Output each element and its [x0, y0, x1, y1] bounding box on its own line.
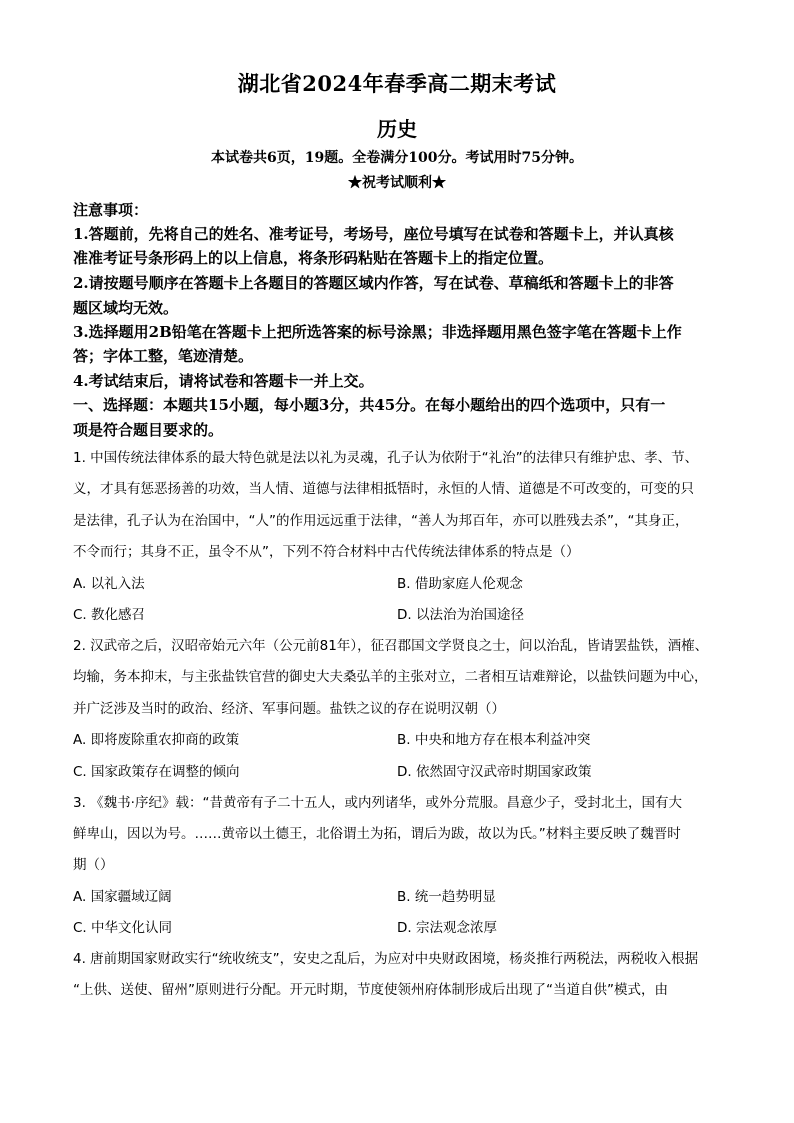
- question-2-option-a: A. 即将废除重农抑商的政策: [73, 732, 240, 748]
- notes-line: 3.选择题用2B铅笔在答题卡上把所选答案的标号涂黑；非选择题用黑色签字笔在答题卡上作: [73, 323, 682, 341]
- question-1-option-a: A. 以礼入法: [73, 576, 145, 592]
- question-2-option-d: D. 依然固守汉武帝时期国家政策: [397, 764, 592, 780]
- notes-line: 2.请按题号顺序在答题卡上各题目的答题区域内作答，写在试卷、草稿纸和答题卡上的非答: [73, 274, 674, 292]
- section-heading: 项是符合题目要求的。: [73, 421, 224, 439]
- question-1-text: 1. 中国传统法律体系的最大特色就是法以礼为灵魂，孔子认为依附于“礼治”的法律只有维护忠、孝、节、: [73, 450, 699, 466]
- question-3-option-c: C. 中华文化认同: [73, 920, 173, 936]
- question-1-option-c: C. 教化感召: [73, 607, 146, 623]
- question-3-option-a: A. 国家疆域辽阔: [73, 889, 172, 905]
- exam-subject: 历史: [377, 117, 417, 141]
- notes-line: 1.答题前，先将自己的姓名、准考证号，考场号，座位号填写在试卷和答题卡上，并认真核: [73, 225, 674, 243]
- notes-line: 答；字体工整，笔迹清楚。: [73, 347, 254, 365]
- exam-title: 湖北省2024年春季高二期末考试: [237, 71, 557, 96]
- question-1-option-b: B. 借助家庭人伦观念: [397, 576, 523, 592]
- exam-wish: ★祝考试顺利★: [348, 175, 446, 191]
- question-1-option-d: D. 以法治为治国途径: [397, 607, 524, 623]
- question-1-text: 不令而行；其身不正，虽令不从”，下列不符合材料中古代传统法律体系的特点是（）: [73, 544, 580, 560]
- question-3-text: 鲜卑山，因以为号。……黄帝以土德王，北俗谓土为拓，谓后为跋，故以为氏。”材料主要反映了魏晋时: [73, 826, 681, 842]
- question-1-text: 义，才具有惩恶扬善的功效，当人情、道德与法律相抵牾时，永恒的人情、道德是不可改变的，可变的只: [73, 481, 694, 497]
- question-3-text: 期（）: [73, 857, 114, 873]
- notes-line: 准准考证号条形码上的以上信息，将条形码粘贴在答题卡上的指定位置。: [73, 249, 554, 267]
- question-3-option-b: B. 统一趋势明显: [397, 889, 496, 905]
- question-1-text: 是法律，孔子认为在治国中，“人”的作用远远重于法律，“善人为邦百年，亦可以胜残去杀”，“其身正，: [73, 513, 689, 529]
- question-4-text: “上供、送使、留州”原则进行分配。开元时期，节度使领州府体制形成后出现了“当道自供”模式，由: [73, 982, 668, 998]
- section-heading: 一、选择题：本题共15小题，每小题3分，共45分。在每小题给出的四个选项中，只有一: [73, 396, 666, 414]
- question-2-option-b: B. 中央和地方存在根本利益冲突: [397, 732, 591, 748]
- question-3-text: 3. 《魏书·序纪》载：“昔黄帝有子二十五人，或内列诸华，或外分荒服。昌意少子，受封北土，国有大: [73, 795, 682, 811]
- notes-line: 4.考试结束后，请将试卷和答题卡一并上交。: [73, 372, 374, 390]
- notes-line: 题区域均无效。: [73, 299, 179, 317]
- question-4-text: 4. 唐前期国家财政实行“统收统支”，安史之乱后，为应对中央财政困境，杨炎推行两税法，两税收入根据: [73, 951, 699, 967]
- question-2-text: 均输，务本抑末，与主张盐铁官营的御史大夫桑弘羊的主张对立，二者相互诘难辩论，以盐铁问题为中心，: [73, 669, 708, 685]
- question-3-option-d: D. 宗法观念浓厚: [397, 920, 497, 936]
- notes-heading: 注意事项：: [73, 201, 149, 219]
- exam-info: 本试卷共6页，19题。全卷满分100分。考试用时75分钟。: [211, 150, 583, 166]
- question-2-text: 并广泛涉及当时的政治、经济、军事问题。盐铁之议的存在说明汉朝（）: [73, 701, 505, 717]
- question-2-option-c: C. 国家政策存在调整的倾向: [73, 764, 240, 780]
- question-2-text: 2. 汉武帝之后，汉昭帝始元六年（公元前81年），征召郡国文学贤良之士，问以治乱，皆请罢盐铁，酒榷、: [73, 638, 709, 654]
